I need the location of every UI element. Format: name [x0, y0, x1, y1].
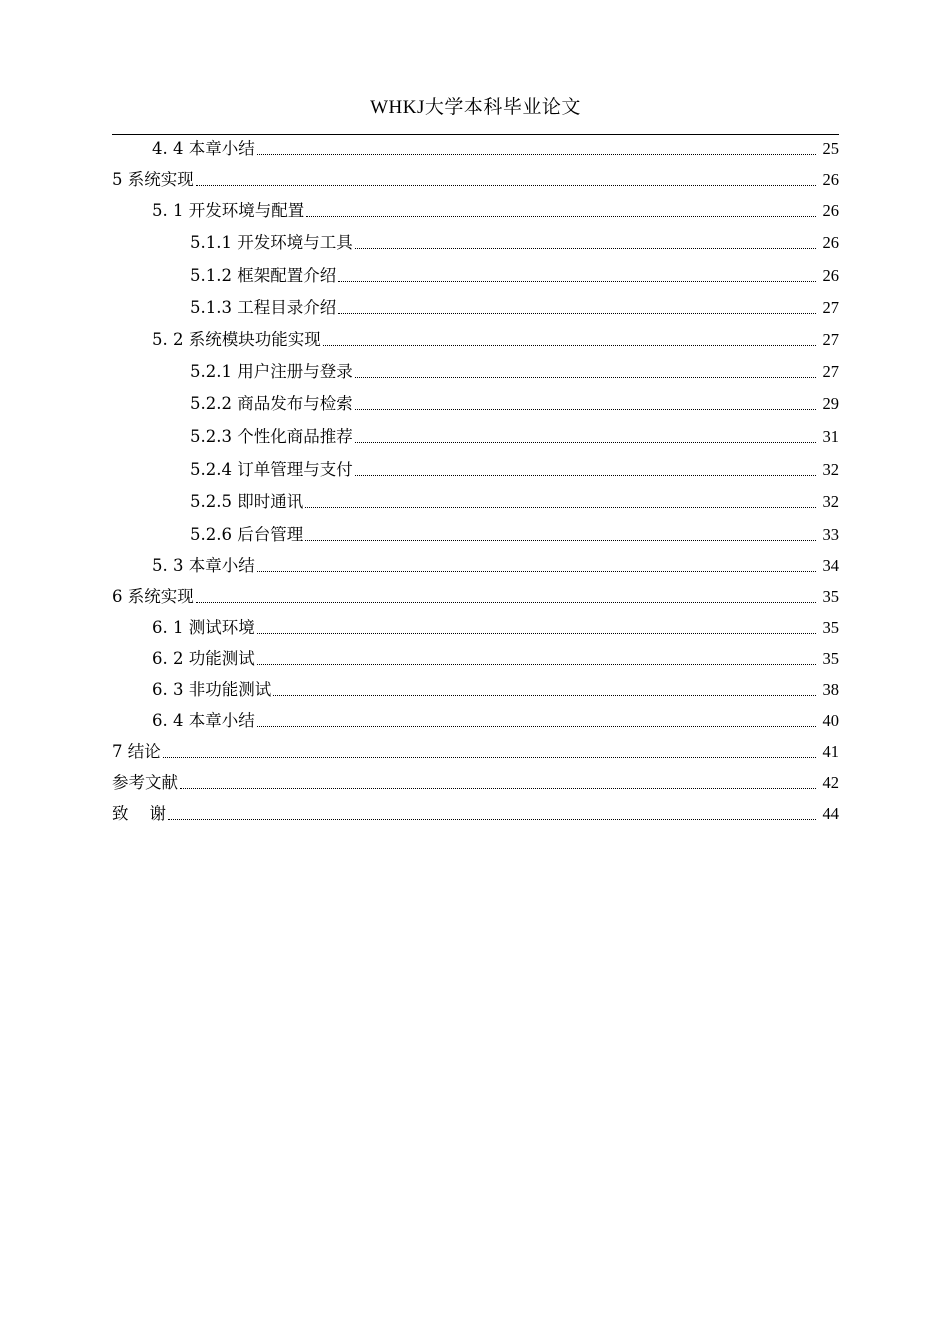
toc-dot-leader — [257, 154, 816, 155]
toc-dot-leader — [196, 185, 816, 186]
toc-entry[interactable] — [152, 646, 839, 670]
toc-dot-leader — [180, 788, 816, 789]
toc-entry-page: 35 — [822, 587, 839, 606]
toc-entry[interactable] — [190, 230, 839, 254]
toc-entry-label: 6. 1 测试环境 — [152, 618, 255, 637]
toc-entry-label: 5.1.3 工程目录介绍 — [190, 298, 337, 317]
toc-dot-leader — [355, 475, 816, 476]
toc-entry-page: 25 — [822, 139, 839, 158]
toc-entry-page: 40 — [822, 711, 839, 730]
toc-entry[interactable] — [190, 424, 839, 448]
toc-dot-leader — [163, 757, 816, 758]
toc-entry-page: 32 — [822, 492, 839, 511]
toc-dot-leader — [306, 216, 816, 217]
toc-entry-page: 32 — [822, 460, 839, 479]
toc-entry[interactable] — [190, 522, 839, 546]
toc-entry-label: 5.1.1 开发环境与工具 — [190, 233, 353, 252]
page-header-title: WHKJ大学本科毕业论文 — [370, 97, 581, 118]
toc-entry[interactable] — [152, 136, 839, 160]
toc-dot-leader — [355, 377, 816, 378]
toc-dot-leader — [323, 345, 816, 346]
toc-entry[interactable] — [190, 263, 839, 287]
toc-entry-page: 26 — [822, 266, 839, 285]
toc-entry[interactable] — [190, 457, 839, 481]
toc-entry-page: 35 — [822, 649, 839, 668]
toc-entry-label: 5. 2 系统模块功能实现 — [152, 330, 321, 349]
toc-entry-label: 6. 2 功能测试 — [152, 649, 255, 668]
toc-entry-label: 5. 3 本章小结 — [152, 556, 255, 575]
toc-entry[interactable] — [190, 391, 839, 415]
toc-entry-page: 27 — [822, 298, 839, 317]
toc-entry[interactable] — [112, 801, 839, 825]
toc-entry-page: 26 — [822, 201, 839, 220]
toc-entry[interactable] — [112, 739, 839, 763]
toc-dot-leader — [273, 695, 816, 696]
toc-entry-label: 5.1.2 框架配置介绍 — [190, 266, 337, 285]
toc-entry[interactable] — [152, 327, 839, 351]
toc-dot-leader — [355, 409, 816, 410]
toc-entry-label: 致 谢 — [112, 804, 166, 823]
toc-entry-page: 31 — [822, 427, 839, 446]
toc-entry-label: 5.2.2 商品发布与检索 — [190, 394, 353, 413]
toc-entry-label: 6. 3 非功能测试 — [152, 680, 272, 699]
toc-entry[interactable] — [190, 359, 839, 383]
toc-entry-label: 5.2.6 后台管理 — [190, 525, 304, 544]
toc-dot-leader — [257, 664, 816, 665]
toc-entry-label: 7 结论 — [112, 742, 161, 761]
toc-entry-label: 5. 1 开发环境与配置 — [152, 201, 305, 220]
toc-entry[interactable] — [190, 489, 839, 513]
toc-entry-page: 27 — [822, 362, 839, 381]
toc-entry-page: 38 — [822, 680, 839, 699]
toc-entry-label: 5 系统实现 — [112, 170, 194, 189]
toc-entry-label: 6 系统实现 — [112, 587, 194, 606]
toc-dot-leader — [338, 281, 816, 282]
toc-dot-leader — [257, 571, 816, 572]
toc-entry-label: 5.2.1 用户注册与登录 — [190, 362, 353, 381]
toc-entry[interactable] — [190, 295, 839, 319]
toc-entry-page: 41 — [822, 742, 839, 761]
toc-entry-page: 27 — [822, 330, 839, 349]
toc-entry-page: 29 — [822, 394, 839, 413]
toc-entry[interactable] — [112, 167, 839, 191]
toc-entry-page: 26 — [822, 170, 839, 189]
toc-entry-label: 6. 4 本章小结 — [152, 711, 255, 730]
toc-entry-page: 42 — [822, 773, 839, 792]
toc-entry[interactable] — [152, 615, 839, 639]
toc-dot-leader — [257, 726, 816, 727]
toc-entry-page: 33 — [822, 525, 839, 544]
toc-entry-page: 34 — [822, 556, 839, 575]
toc-dot-leader — [196, 602, 816, 603]
toc-entry[interactable] — [152, 708, 839, 732]
toc-entry[interactable] — [152, 198, 839, 222]
toc-dot-leader — [355, 248, 816, 249]
toc-dot-leader — [305, 507, 816, 508]
toc-entry-label: 参考文献 — [112, 773, 178, 792]
toc-entry-label: 5.2.4 订单管理与支付 — [190, 460, 353, 479]
toc-entry-label: 5.2.5 即时通讯 — [190, 492, 304, 511]
toc-dot-leader — [338, 313, 816, 314]
toc-entry-label: 4. 4 本章小结 — [152, 139, 255, 158]
toc-entry[interactable] — [112, 770, 839, 794]
toc-entry-page: 44 — [822, 804, 839, 823]
toc-dot-leader — [355, 442, 816, 443]
toc-dot-leader — [168, 819, 816, 820]
toc-entry[interactable] — [152, 553, 839, 577]
toc-entry-page: 26 — [822, 233, 839, 252]
toc-entry-label: 5.2.3 个性化商品推荐 — [190, 427, 353, 446]
toc-dot-leader — [305, 540, 816, 541]
toc-entry[interactable] — [112, 584, 839, 608]
toc-entry[interactable] — [152, 677, 839, 701]
page-header — [112, 96, 839, 135]
toc-entry-page: 35 — [822, 618, 839, 637]
toc-dot-leader — [257, 633, 816, 634]
